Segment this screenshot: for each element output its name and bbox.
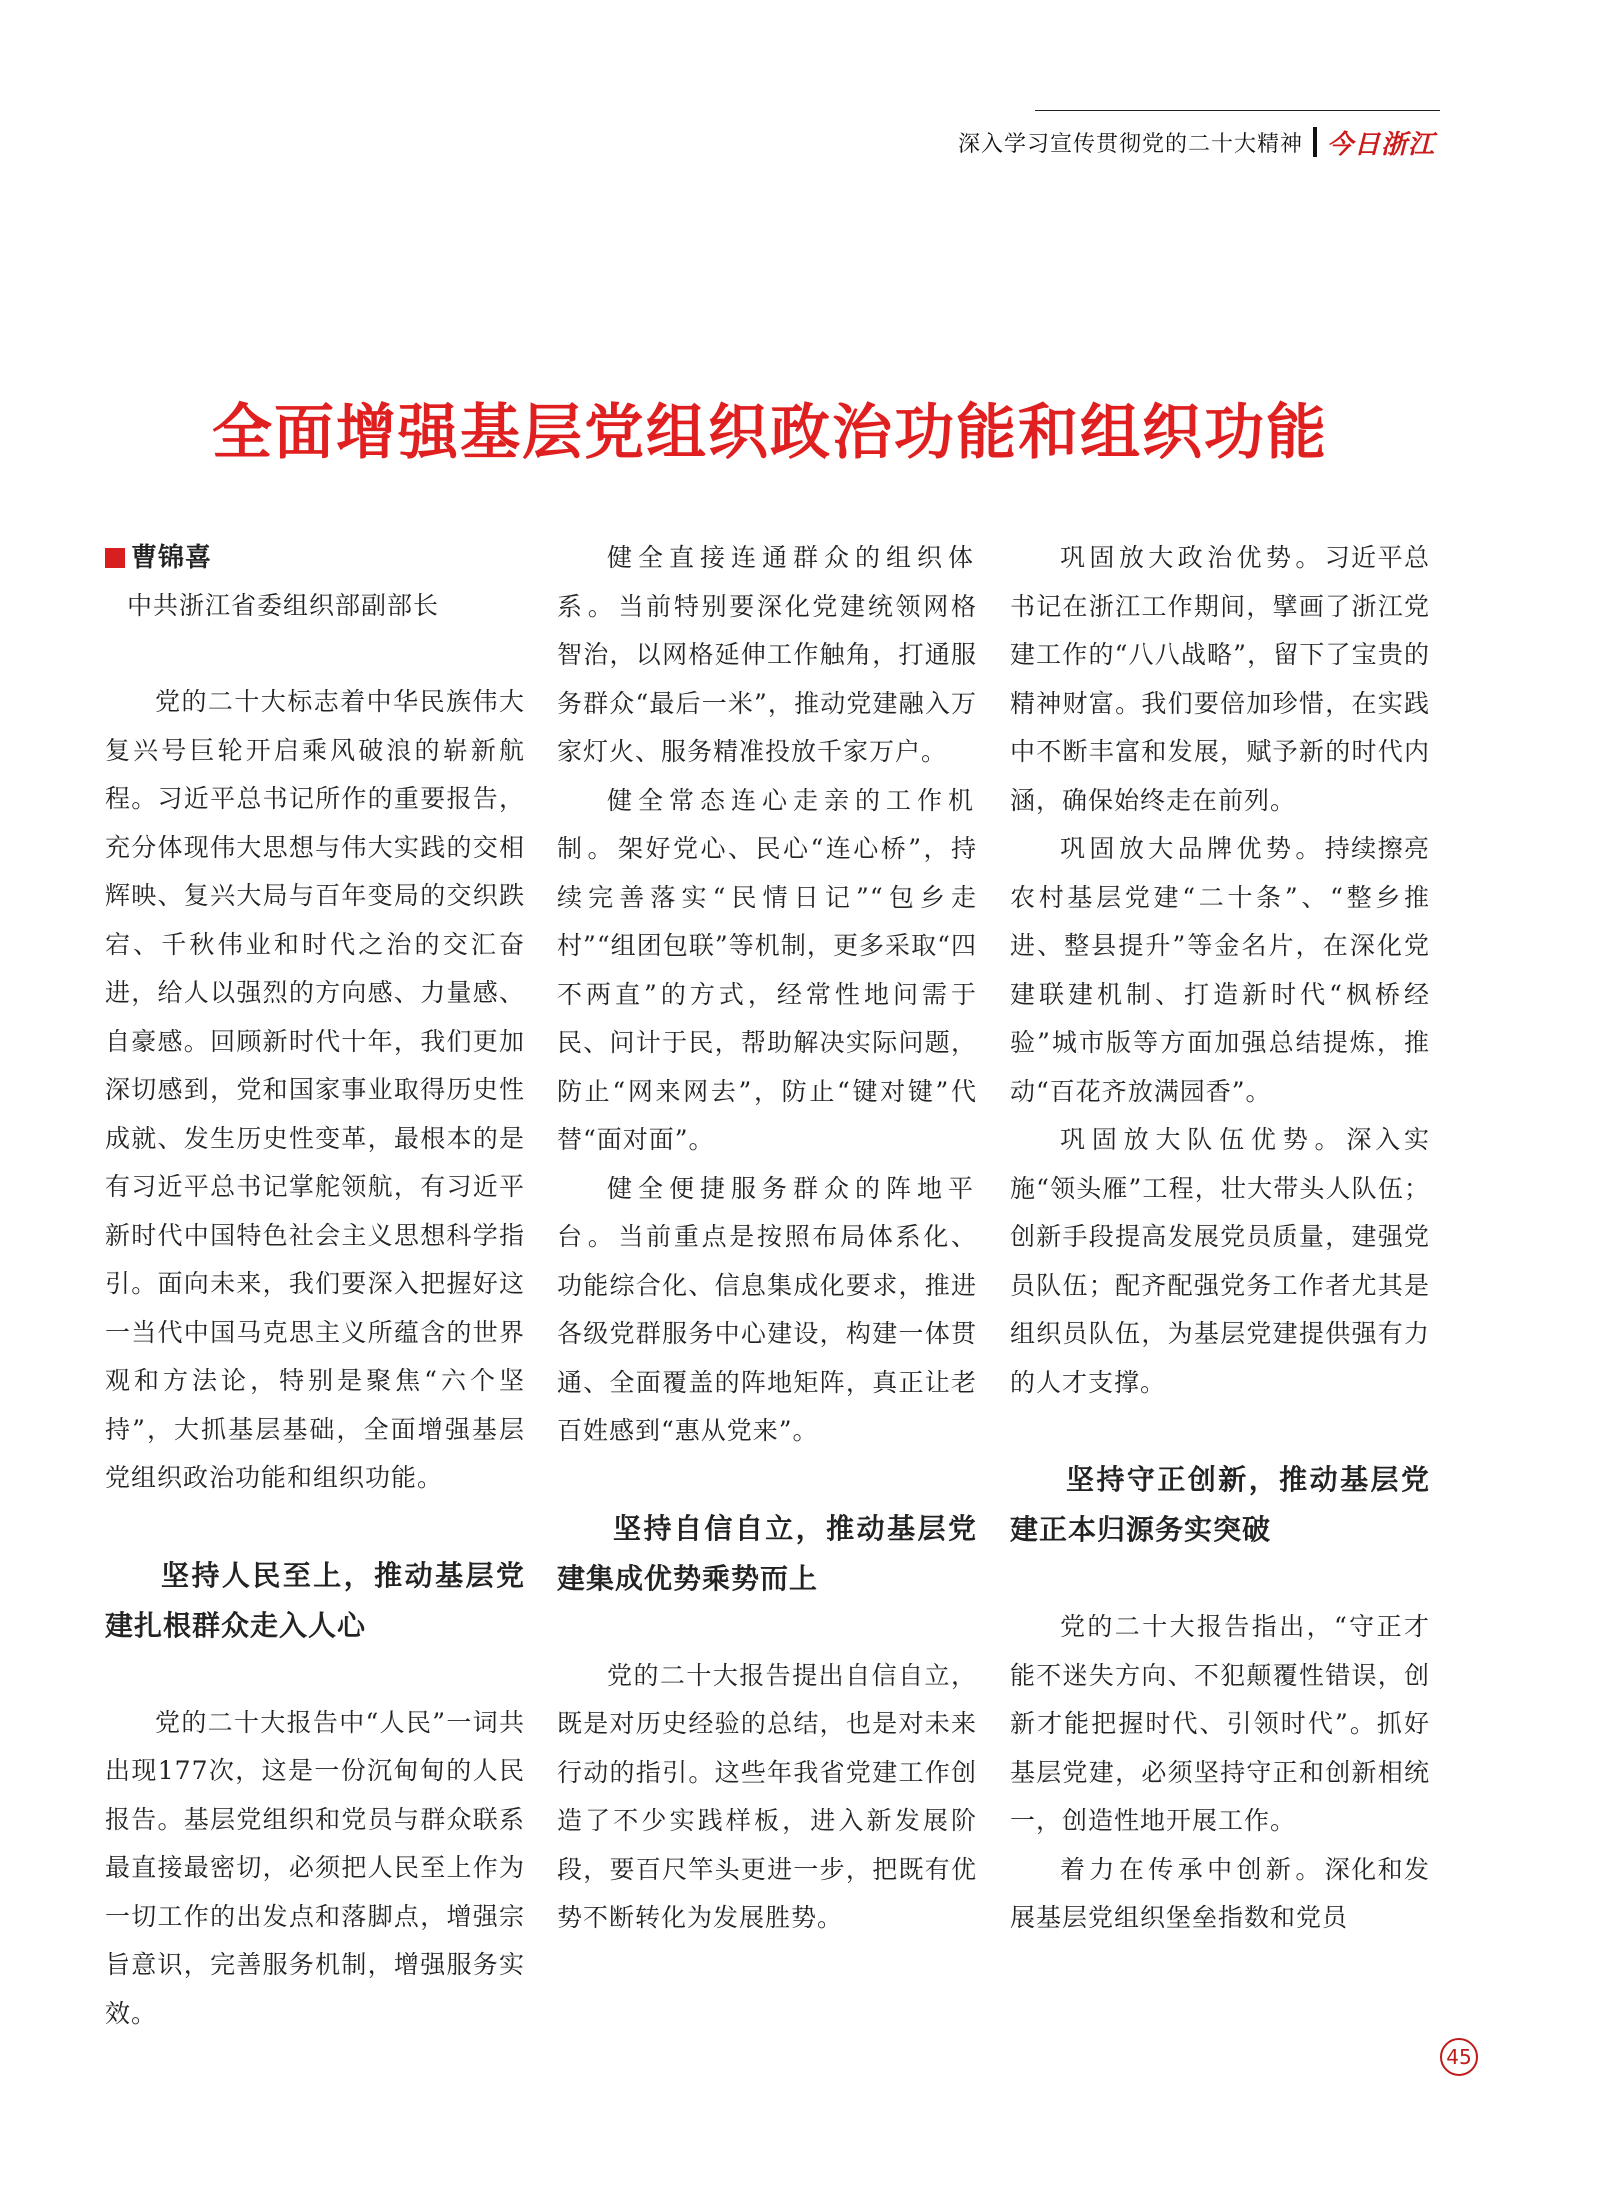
s1-paragraph-2 bbox=[557, 534, 977, 777]
s1-keyword-2: 健全常态连心走亲的工作机制。 bbox=[557, 785, 977, 863]
s2-text-3: 持续擦亮农村基层党建“二十条”、“整乡推进、整县提升”等金名片，在深化党建联建机制、打造新时代“枫桥经验”城市版等方面加强总结提炼，推动“百花齐放满园香”。 bbox=[1010, 834, 1430, 1106]
s1-text-4: 当前重点是按照布局体系化、功能综合化、信息集成化要求，推进各级党群服务中心建设，构建一体贯通、全面覆盖的阵地矩阵，真正让老百姓感到“惠从党来”。 bbox=[557, 1222, 977, 1445]
s2-keyword-2: 巩固放大品牌优势。 bbox=[1060, 834, 1325, 863]
page-number: 45 bbox=[1440, 2038, 1478, 2076]
s1-paragraph-1: 党的二十大报告中“人民”一词共出现177次，这是一份沉甸甸的人民报告。基层党组织和党员与群众联系最直接最密切，必须把人民至上作为一切工作的出发点和落脚点，增强宗旨意识，完善服务机制，增强服务实效。 bbox=[105, 1707, 525, 2028]
s1-paragraph-4 bbox=[557, 1165, 977, 1456]
s3-paragraph-2 bbox=[1010, 1846, 1430, 1943]
column-1 bbox=[105, 534, 525, 2038]
intro-paragraph: 党的二十大标志着中华民族伟大复兴号巨轮开启乘风破浪的崭新航程。习近平总书记所作的重要报告，充分体现伟大思想与伟大实践的交相辉映、复兴大局与百年变局的交织跌宕、千秋伟业和时代之治的交汇奋进，给人以强烈的方向感、力量感、自豪感。回顾新时代十年，我们更加深切感到，党和国家事业取得历史性成就、发生历史性变革，最根本的是有习近平总书记掌舵领航，有习近平新时代中国特色社会主义思想科学指引。面向未来，我们要深入把握好这一当代中国马克思主义所蕴含的世界观和方法论，特别是聚焦“六个坚持”，大抓基层基础，全面增强基层党组织政治功能和组织功能。 bbox=[105, 687, 525, 1492]
header-slogan: 深入学习宣传贯彻党的二十大精神 bbox=[957, 131, 1303, 157]
s2-text-4: 深入实施“领头雁”工程，壮大带头人队伍；创新手段提高发展党员质量，建强党员队伍；配齐配强党务工作者尤其是组织员队伍，为基层党建提供强有力的人才支撑。 bbox=[1010, 1125, 1430, 1397]
author-title: 中共浙江省委组织部副部长 bbox=[127, 591, 440, 620]
section-heading-2: 坚持自信自立，推动基层党建集成优势乘势而上 bbox=[557, 1511, 977, 1595]
header-rule bbox=[1035, 110, 1440, 111]
s3-keyword-1: 着力在传承中创新。 bbox=[1060, 1854, 1325, 1884]
s1-keyword-3: 健全便捷服务群众的阵地平台。 bbox=[557, 1173, 977, 1251]
author-line bbox=[105, 534, 525, 582]
s1-paragraph-3 bbox=[557, 777, 977, 1165]
author-marker-icon bbox=[105, 548, 125, 568]
s3-text-2: 深化和发展基层党组织堡垒指数和党员 bbox=[1010, 1854, 1430, 1932]
section-heading-1: 坚持人民至上，推动基层党建扎根群众走入人心 bbox=[105, 1558, 525, 1642]
s2-paragraph-4 bbox=[1010, 1116, 1430, 1407]
s2-text-2: 习近平总书记在浙江工作期间，擘画了浙江党建工作的“八八战略”，留下了宝贵的精神财富。我们要倍加珍惜，在实践中不断丰富和发展，赋予新的时代内涵，确保始终走在前列。 bbox=[1010, 543, 1430, 815]
article-title: 全面增强基层党组织政治功能和组织功能 bbox=[212, 398, 1328, 469]
s1-keyword-1: 健全直接连通群众的组织体系。 bbox=[557, 543, 977, 621]
s2-paragraph-1: 党的二十大报告提出自信自立，既是对历史经验的总结，也是对未来行动的指引。这些年我省党建工作创造了不少实践样板，进入新发展阶段，要百尺竿头更进一步，把既有优势不断转化为发展胜势。 bbox=[557, 1660, 977, 1932]
column-3 bbox=[1010, 534, 1430, 1943]
s2-keyword-3: 巩固放大队伍优势。 bbox=[1060, 1125, 1347, 1154]
s1-text-3: 架好党心、民心“连心桥”，持续完善落实“民情日记”“包乡走村”“组团包联”等机制，更多采取“四不两直”的方式，经常性地问需于民、问计于民，帮助解决实际问题，防止“网来网去”，防止“键对键”代替“面对面”。 bbox=[557, 834, 977, 1154]
s1-text-2: 当前特别要深化党建统领网格智治，以网格延伸工作触角，打通服务群众“最后一米”，推动党建融入万家灯火、服务精准投放千家万户。 bbox=[557, 591, 977, 766]
header-divider bbox=[1313, 127, 1317, 157]
column-2 bbox=[557, 534, 977, 1943]
author-name: 曹锦喜 bbox=[131, 542, 213, 573]
s3-paragraph-1: 党的二十大报告指出，“守正才能不迷失方向、不犯颠覆性错误，创新才能把握时代、引领时代”。抓好基层党建，必须坚持守正和创新相统一，创造性地开展工作。 bbox=[1010, 1612, 1430, 1835]
s2-keyword-1: 巩固放大政治优势。 bbox=[1060, 543, 1325, 572]
magazine-logo: 今日浙江 bbox=[1326, 129, 1435, 160]
s2-paragraph-2 bbox=[1010, 534, 1430, 825]
s2-paragraph-3 bbox=[1010, 825, 1430, 1116]
section-heading-3: 坚持守正创新，推动基层党建正本归源务实突破 bbox=[1010, 1463, 1430, 1546]
page-header bbox=[958, 120, 1435, 164]
